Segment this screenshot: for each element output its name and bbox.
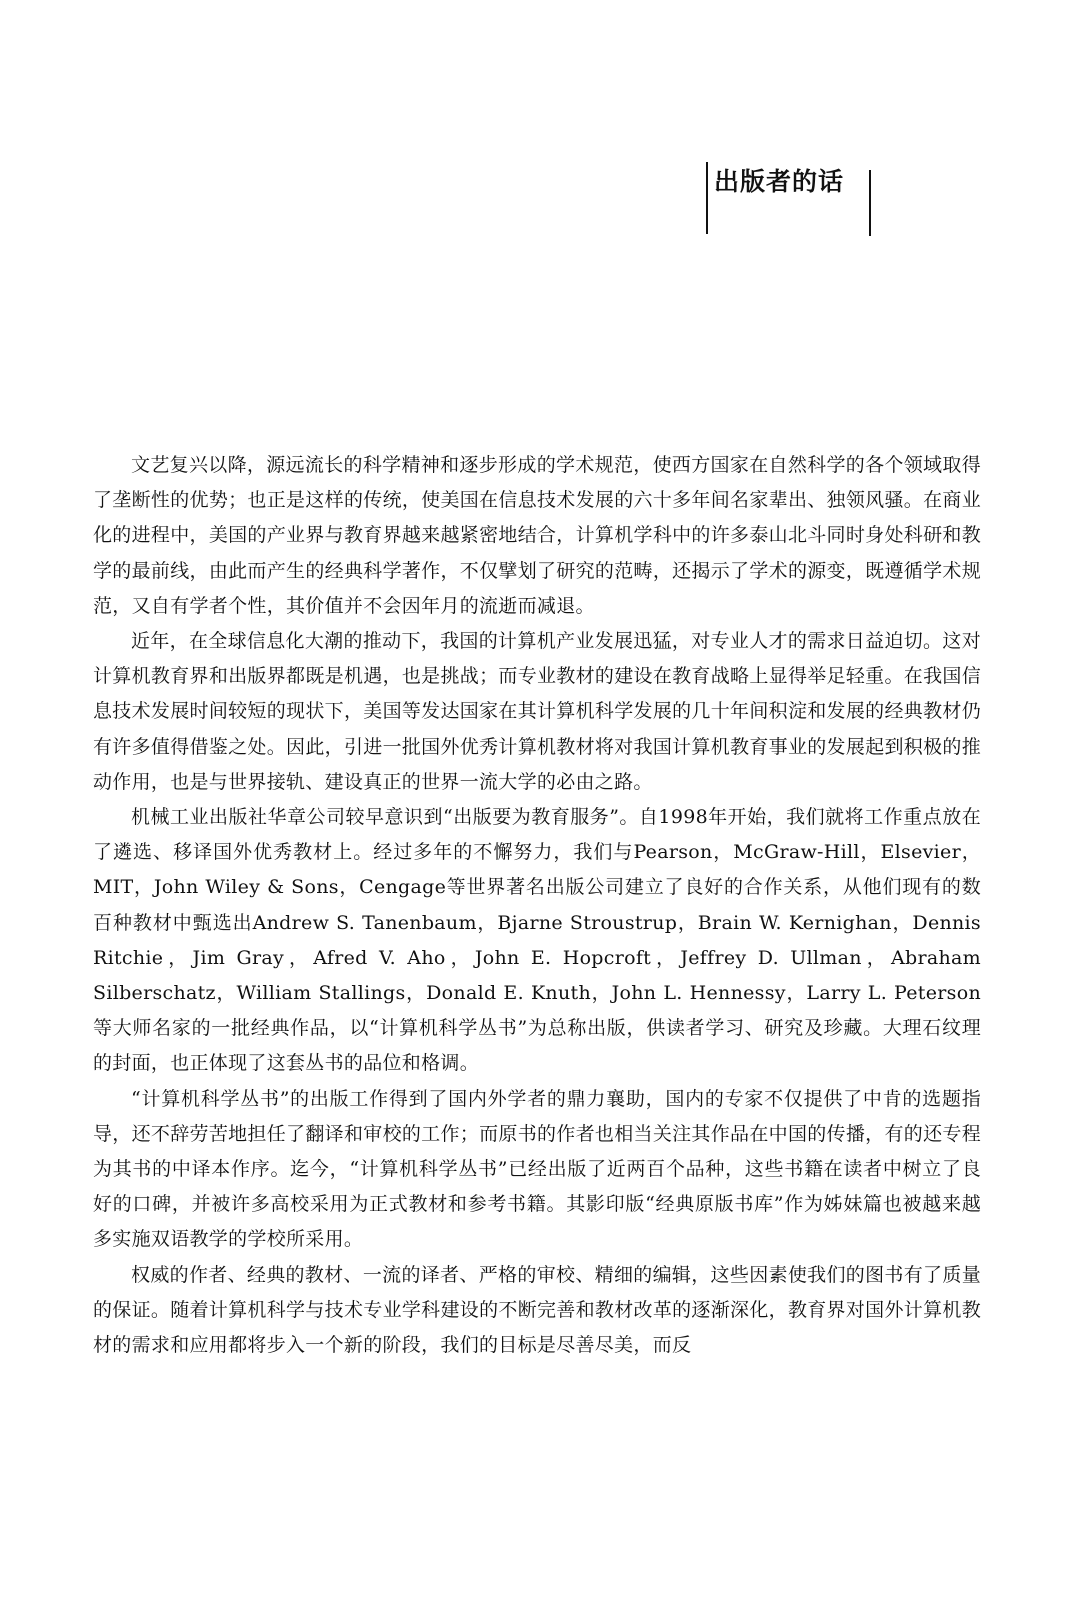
- heading-divider: [869, 170, 871, 236]
- paragraph-4: “计算机科学丛书”的出版工作得到了国内外学者的鼎力襄助，国内的专家不仅提供了中肯的选题指导，还不辞劳苦地担任了翻译和审校的工作；而原书的作者也相当关注其作品在中国的传播，有的还专程为其书的中译本作序。迄今，“计算机科学丛书”已经出版了近两百个品种，这些书籍在读者中树立了良好的口碑，并被许多高校采用为正式教材和参考书籍。其影印版“经典原版书库”作为姊妹篇也被越来越多实施双语教学的学校所采用。: [93, 1087, 981, 1251]
- paragraph-1: 文艺复兴以降，源远流长的科学精神和逐步形成的学术规范，使西方国家在自然科学的各个领域取得了垄断性的优势；也正是这样的传统，使美国在信息技术发展的六十多年间名家辈出、独领风骚。在商业化的进程中，美国的产业界与教育界越来越紧密地结合，计算机学科中的许多泰山北斗同时身处科研和教学的最前线，由此而产生的经典科学著作，不仅擘划了研究的范畴，还揭示了学术的源变，既遵循学术规范，又自有学者个性，其价值并不会因年月的流逝而减退。: [93, 454, 981, 617]
- paragraph-5: 权威的作者、经典的教材、一流的译者、严格的审校、精细的编辑，这些因素使我们的图书有了质量的保证。随着计算机科学与技术专业学科建设的不断完善和教材改革的逐渐深化，教育界对国外计算机教材的需求和应用都将步入一个新的阶段，我们的目标是尽善尽美，而反: [93, 1263, 981, 1357]
- chapter-heading: [706, 162, 844, 234]
- paragraph-3: 机械工业出版社华章公司较早意识到“出版要为教育服务”。自1998年开始，我们就将工作重点放在了遴选、移译国外优秀教材上。经过多年的不懈努力，我们与Pearson，McGraw-Hill，Elsevier，MIT，John Wiley & Sons，Cengage等世界著名出版公司建立了良好的合作关系，从他们现有的数百种教材中甄选出Andrew S. Tanenbaum，Bjarne Stroustrup，Brain W. Kernighan，Dennis Ritchie，Jim Gray，Afred V. Aho，John E. Hopcroft，Jeffrey D. Ullman，Abraham Silberschatz，William Stallings，Donald E. Knuth，John L. Hennessy，Larry L. Peterson等大师名家的一批经典作品，以“计算机科学丛书”为总称出版，供读者学习、研究及珍藏。大理石纹理的封面，也正体现了这套丛书的品位和格调。: [93, 806, 981, 1075]
- body-text: [93, 448, 981, 1363]
- paragraph-2: 近年，在全球信息化大潮的推动下，我国的计算机产业发展迅猛，对专业人才的需求日益迫切。这对计算机教育界和出版界都既是机遇，也是挑战；而专业教材的建设在教育战略上显得举足轻重。在我国信息技术发展时间较短的现状下，美国等发达国家在其计算机科学发展的几十年间积淀和发展的经典教材仍有许多值得借鉴之处。因此，引进一批国外优秀计算机教材将对我国计算机教育事业的发展起到积极的推动作用，也是与世界接轨、建设真正的世界一流大学的必由之路。: [93, 630, 981, 793]
- page-title: 出版者的话: [714, 167, 845, 196]
